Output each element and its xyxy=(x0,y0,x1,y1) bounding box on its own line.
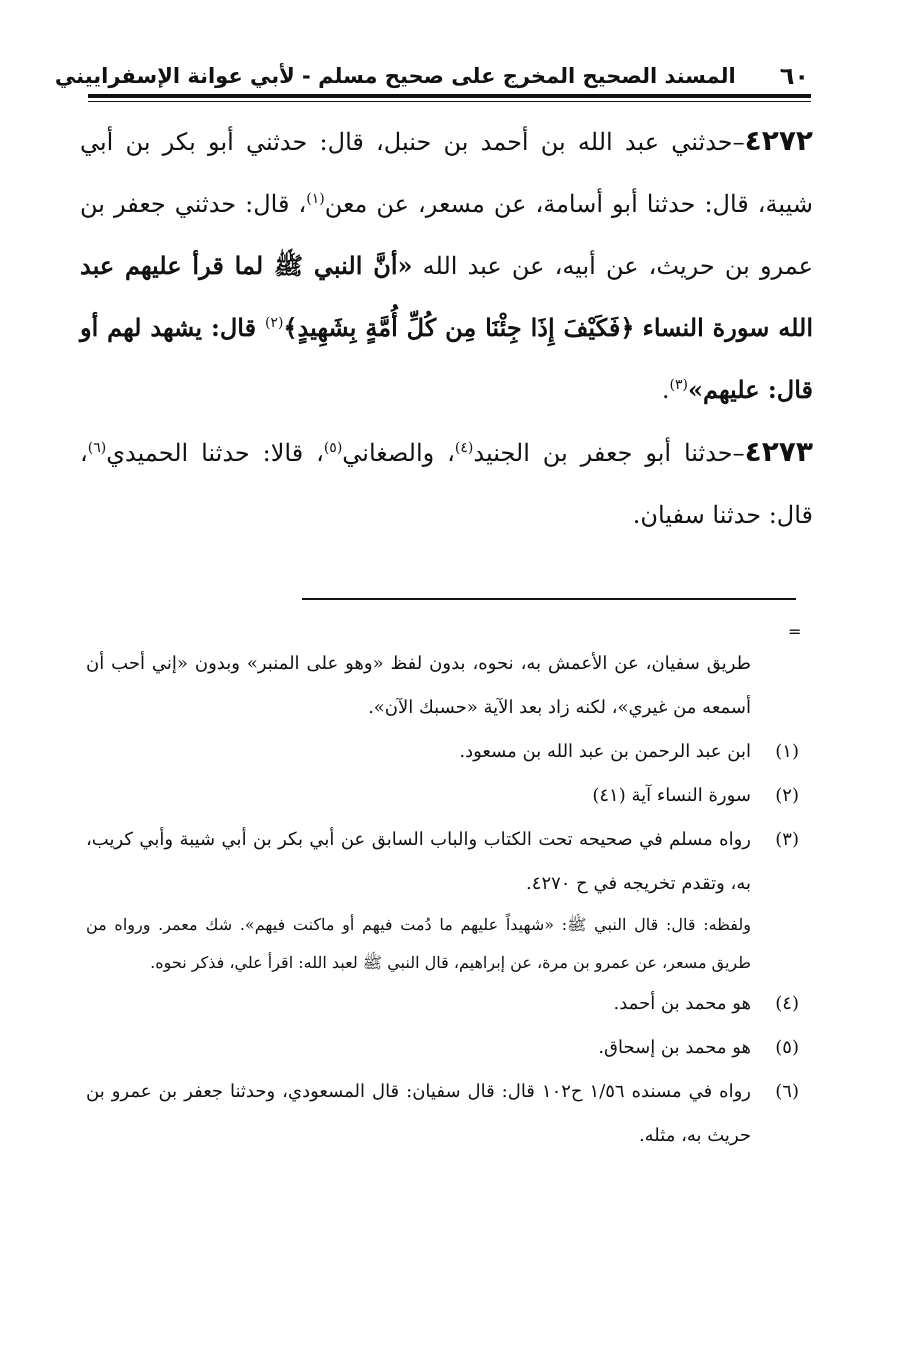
hadith-4272 xyxy=(80,110,813,421)
isnad-text: ، قال: حدثنا سفيان. xyxy=(80,439,813,529)
footnote-4 xyxy=(86,982,799,1026)
isnad-text: ، والصغاني xyxy=(342,439,455,467)
footnote-text: هو محمد بن إسحاق. xyxy=(598,1037,751,1058)
isnad-text: –حدثنا أبو جعفر بن الجنيد xyxy=(473,439,745,467)
footnote-6 xyxy=(86,1070,799,1158)
footnote-1 xyxy=(86,730,799,774)
header-rule xyxy=(88,94,811,98)
footnote-label: (٦) xyxy=(775,1081,799,1102)
footnote-text: رواه مسلم في صحيحه تحت الكتاب والباب السابق عن أبي بكر بن أبي شيبة وأبي كريب، به، وتقدم تخريجه في ح ٤٢٧٠. xyxy=(86,829,751,894)
footnote-label: (٥) xyxy=(775,1037,799,1058)
footnote-3 xyxy=(86,818,799,906)
matn-text: «أنَّ النبي ﷺ لما قرأ عليهم عبد الله سورة النساء xyxy=(80,251,813,342)
footnote-label: (٢) xyxy=(775,785,799,806)
footnote-2 xyxy=(86,774,799,818)
footnote-label: (٤) xyxy=(775,993,799,1014)
footnote-continuation: طريق سفيان، عن الأعمش به، نحوه، بدون لفظ «وهو على المنبر» وبدون «إني أحب أن أسمعه من غيري»، لكنه زاد بعد الآية «حسبك الآن». xyxy=(86,653,751,718)
period: . xyxy=(661,376,670,404)
footnote-text: ابن عبد الرحمن بن عبد الله بن مسعود. xyxy=(459,741,751,762)
hadith-number: ٤٢٧٢ xyxy=(744,124,813,157)
footnote-ref-2[interactable]: (٢) xyxy=(264,315,284,331)
footnote-label: (١) xyxy=(775,741,799,762)
footnotes xyxy=(86,642,799,1158)
page-number: ٦٠ xyxy=(779,62,809,90)
running-header xyxy=(54,58,809,94)
footnote-text: هو محمد بن أحمد. xyxy=(613,993,751,1014)
isnad-text: ، قال: حدثني جعفر بن عمرو بن حريث، عن أبيه، عن عبد الله xyxy=(80,190,813,280)
isnad-text: ، قالا: حدثنا الحميدي xyxy=(106,439,324,467)
footnote-3-extra: ولفظه: قال: قال النبي ﷺ: «شهيداً عليهم ما دُمت فيهم أو ماكنت فيهم». شك معمر. ورواه من طريق مسعر، عن عمرو بن مرة، عن إبراهيم، قال النبي ﷺ لعبد الله: اقرأ علي، فذكر نحوه. xyxy=(86,915,751,972)
footnote-text: رواه في مسنده ١/٥٦ ح١٠٢ قال: قال سفيان: قال المسعودي، وحدثنا جعفر بن عمرو بن حريث به، مثله. xyxy=(86,1081,752,1146)
footnote-label: (٣) xyxy=(775,829,799,850)
footnote-5 xyxy=(86,1026,799,1070)
footnote-ref-1[interactable]: (١) xyxy=(306,191,325,207)
continuation-mark: = xyxy=(788,622,802,641)
header-title: المسند الصحيح المخرج على صحيح مسلم - لأبي عوانة الإسفراييني xyxy=(54,64,736,88)
footnote-text: سورة النساء آية (٤١) xyxy=(592,785,751,806)
hadith-number: ٤٢٧٣ xyxy=(744,435,813,468)
footnote-ref-5[interactable]: (٥) xyxy=(323,440,343,456)
header-rule-thin xyxy=(88,101,811,102)
hadith-4273 xyxy=(80,421,813,546)
isnad-text: –حدثني عبد الله بن أحمد بن حنبل، قال: حدثني أبو بكر بن أبي شيبة، قال: حدثنا أبو أسامة، عن مسعر، عن معن xyxy=(80,128,813,218)
quran-verse: ﴿فَكَيْفَ إِذَا جِئْنَا مِن كُلِّ أُمَّةٍ بِشَهِيدٍ﴾ xyxy=(283,313,635,342)
footnote-ref-3[interactable]: (٣) xyxy=(669,377,689,393)
footnote-ref-4[interactable]: (٤) xyxy=(454,440,474,456)
footnote-ref-6[interactable]: (٦) xyxy=(87,440,107,456)
matn-text: قال: يشهد لهم أو قال: عليهم» xyxy=(80,313,813,404)
main-text xyxy=(80,110,813,546)
footnote-separator xyxy=(302,598,796,600)
